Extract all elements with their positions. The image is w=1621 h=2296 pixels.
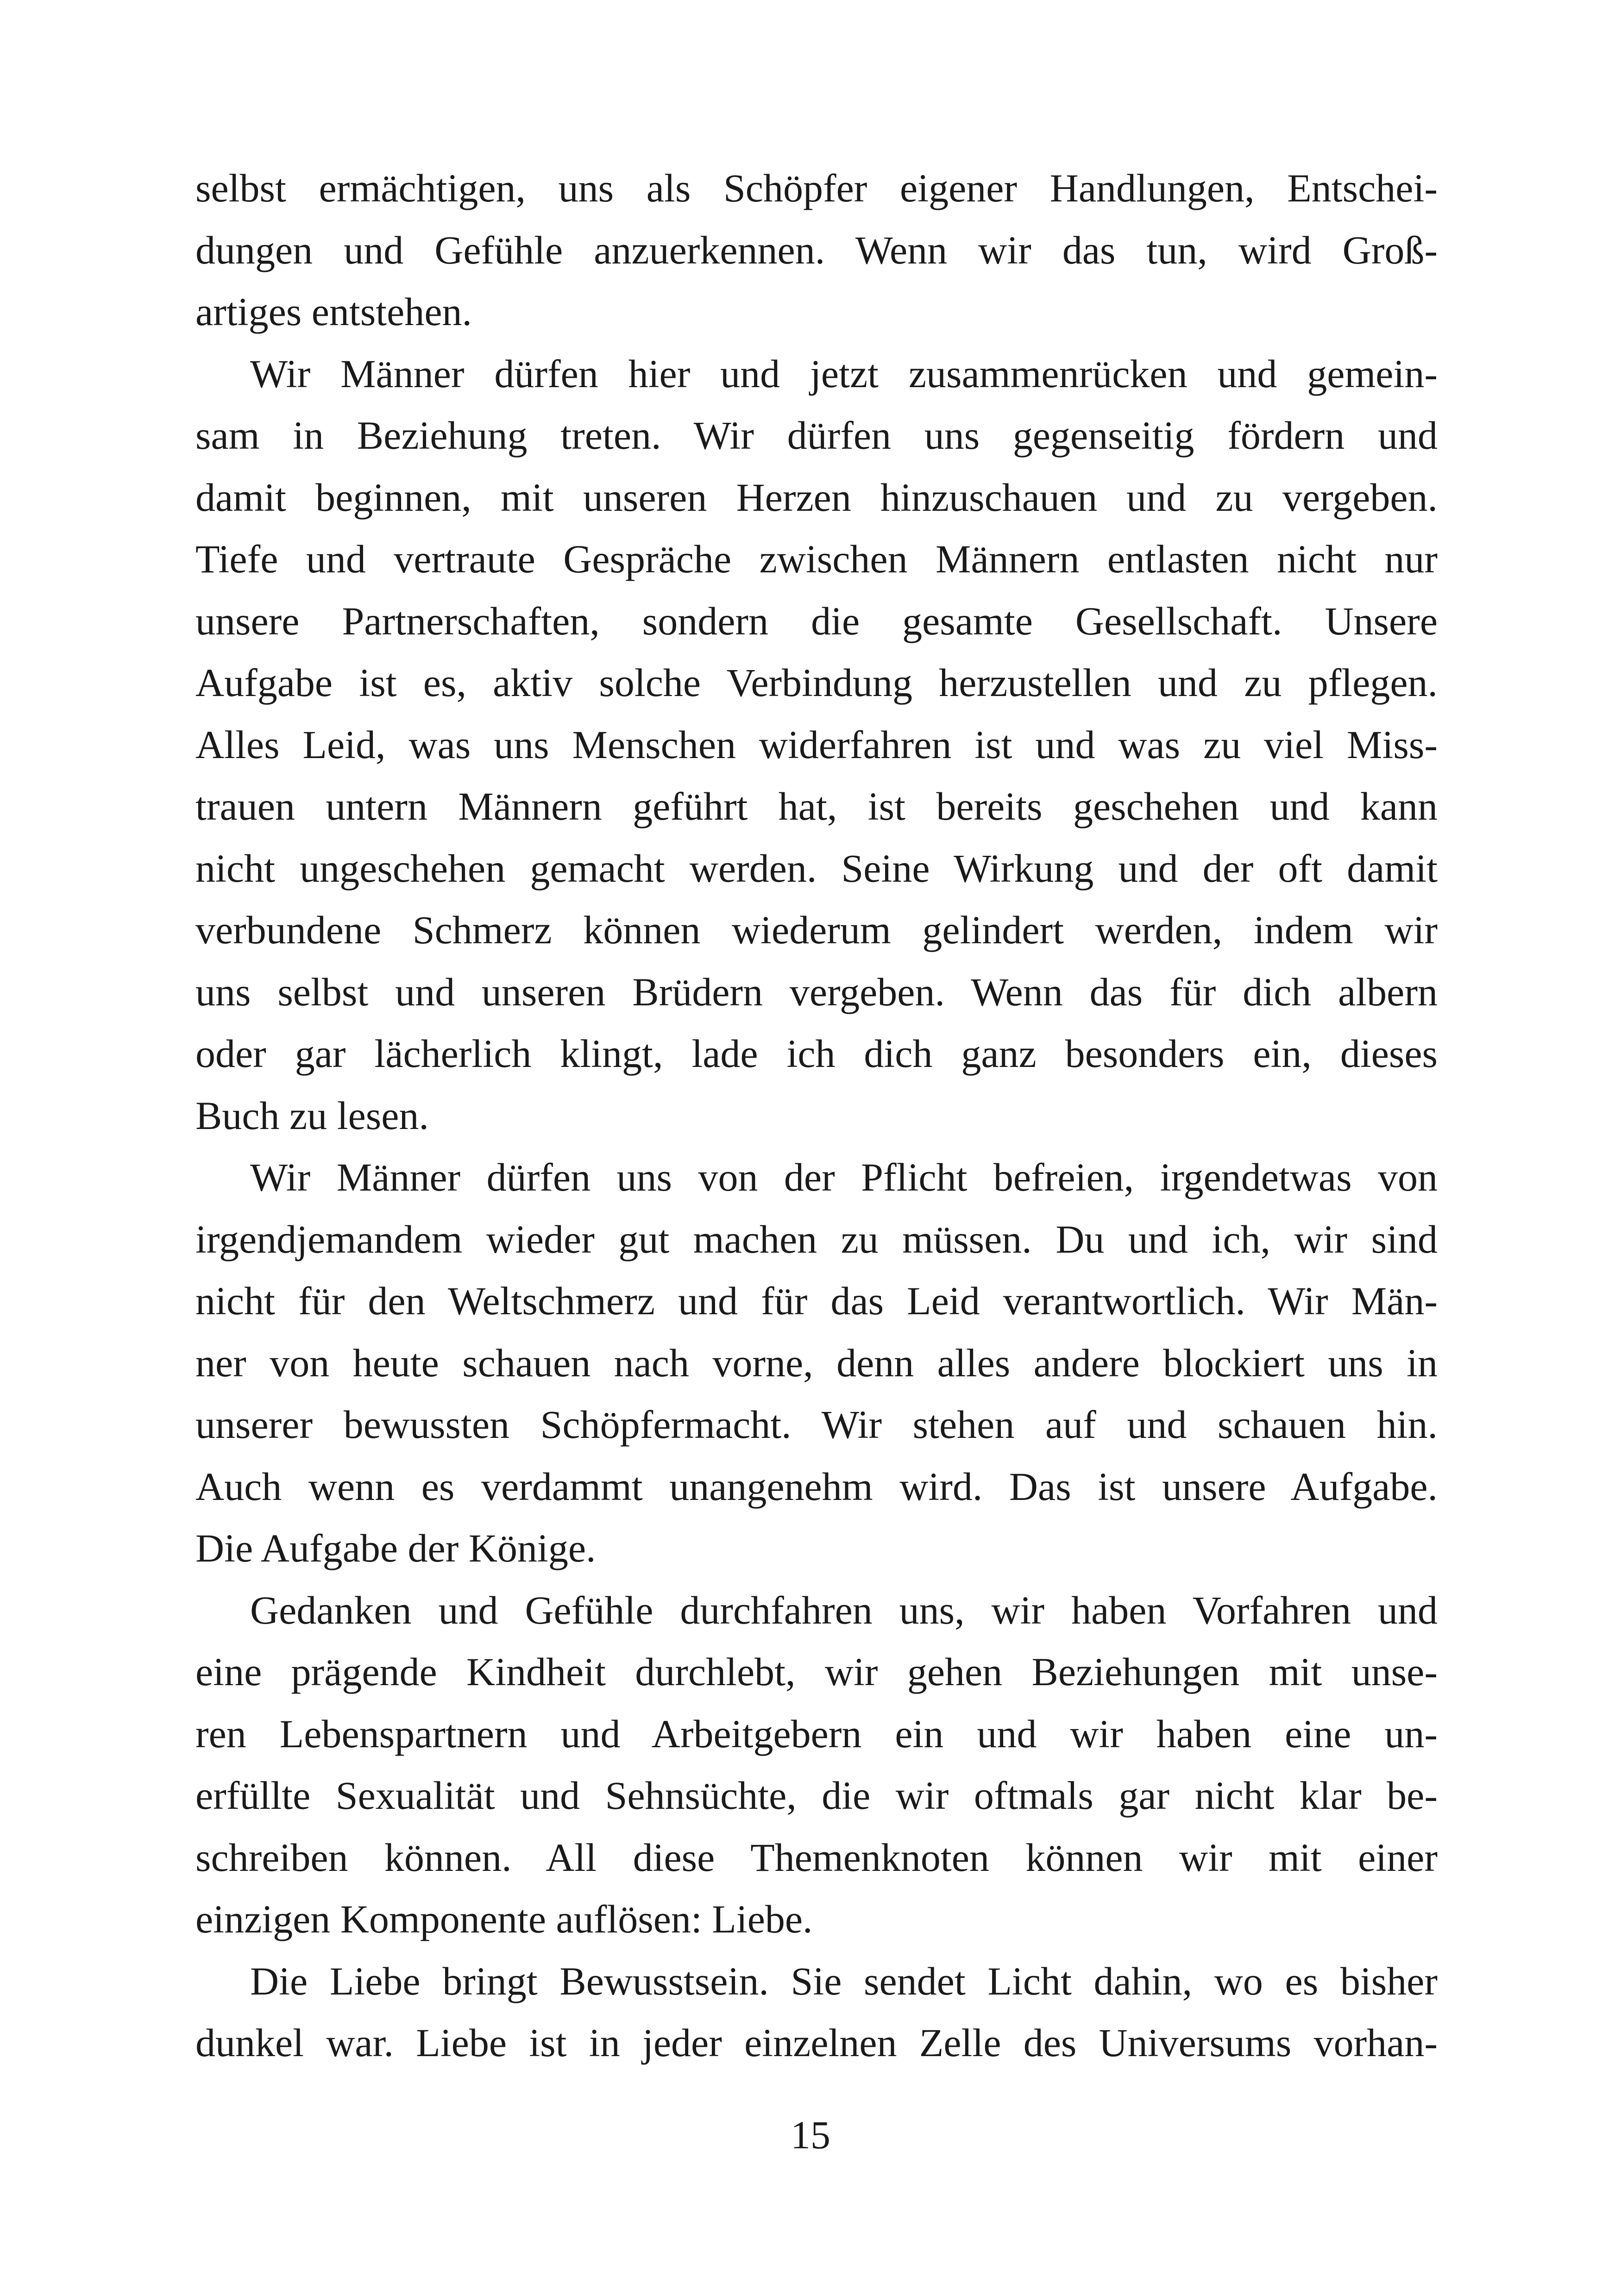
text-line: Wir Männer dürfen uns von der Pflicht befreien, irgendetwas von [250, 1155, 1438, 1199]
text-line: Gedanken und Gefühle durchfahren uns, wir haben Vorfahren und [250, 1587, 1438, 1632]
text-line: Auch wenn es verdammt unangenehm wird. Das ist unsere Aufgabe. [195, 1464, 1438, 1509]
text-line: irgendjemandem wieder gut machen zu müssen. Du und ich, wir sind [195, 1217, 1438, 1261]
text-line: ner von heute schauen nach vorne, denn alles andere blockiert uns in [195, 1340, 1438, 1385]
text-line: trauen untern Männern geführt hat, ist bereits geschehen und kann [195, 784, 1438, 828]
text-line: oder gar lächerlich klingt, lade ich dich ganz besonders ein, dieses [195, 1031, 1438, 1076]
text-line: Die Aufgabe der Könige. [195, 1526, 596, 1570]
text-line: Tiefe und vertraute Gespräche zwischen Männern entlasten nicht nur [195, 537, 1438, 581]
page-number: 15 [791, 2113, 830, 2157]
text-line: selbst ermächtigen, uns als Schöpfer eigener Handlungen, Entschei- [195, 166, 1438, 210]
text-line: unsere Partnerschaften, sondern die gesamte Gesellschaft. Unsere [195, 598, 1438, 643]
text-line: ren Lebenspartnern und Arbeitgebern ein und wir haben eine un- [195, 1711, 1438, 1756]
text-line: Wir Männer dürfen hier und jetzt zusammenrücken und gemein- [250, 351, 1438, 396]
text-line: Buch zu lesen. [195, 1093, 429, 1138]
text-line: verbundene Schmerz können wiederum gelindert werden, indem wir [195, 908, 1438, 952]
text-line: artiges entstehen. [195, 289, 472, 334]
text-line: damit beginnen, mit unseren Herzen hinzuschauen und zu vergeben. [195, 475, 1438, 520]
text-line: erfüllte Sexualität und Sehnsüchte, die wir oftmals gar nicht klar be- [195, 1773, 1438, 1818]
text-line: dungen und Gefühle anzuerkennen. Wenn wir das tun, wird Groß- [195, 227, 1438, 272]
text-line: Die Liebe bringt Bewusstsein. Sie sendet Licht dahin, wo es bisher [250, 1958, 1438, 2003]
text-line: eine prägende Kindheit durchlebt, wir gehen Beziehungen mit unse- [195, 1650, 1438, 1694]
text-line: dunkel war. Liebe ist in jeder einzelnen Zelle des Universums vorhan- [195, 2020, 1438, 2065]
text-line: schreiben können. All diese Themenknoten können wir mit einer [195, 1835, 1438, 1880]
body-text [195, 157, 1438, 2074]
text-line: uns selbst und unseren Brüdern vergeben. Wenn das für dich albern [195, 969, 1438, 1014]
text-line: nicht für den Weltschmerz und für das Leid verantwortlich. Wir Män- [195, 1279, 1438, 1323]
text-line: sam in Beziehung treten. Wir dürfen uns gegenseitig fördern und [195, 413, 1438, 458]
text-line: Alles Leid, was uns Menschen widerfahren ist und was zu viel Miss- [195, 722, 1438, 767]
text-line: nicht ungeschehen gemacht werden. Seine Wirkung und der oft damit [195, 846, 1438, 891]
text-line: einzigen Komponente auflösen: Liebe. [195, 1897, 813, 1941]
text-line: unserer bewussten Schöpfermacht. Wir stehen auf und schauen hin. [195, 1402, 1438, 1447]
text-line: Aufgabe ist es, aktiv solche Verbindung herzustellen und zu pflegen. [195, 660, 1438, 705]
